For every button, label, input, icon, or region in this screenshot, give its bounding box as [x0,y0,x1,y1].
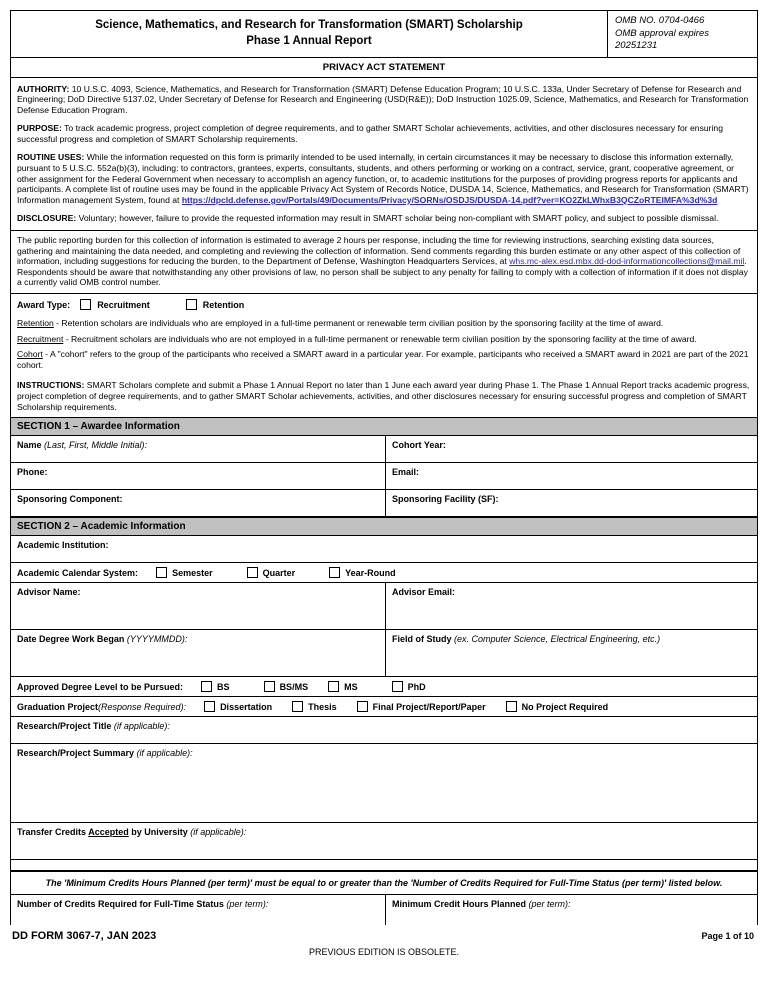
omb-info-block [607,11,757,57]
disclosure-text: Voluntary; however, failure to provide the requested information may result in SMART scholar being non-compliant with SMART policy, and subject to possible dismissal. [76,213,719,224]
cohort-definition-text: - A "cohort" refers to the group of the participants who received a SMART award in a particular year. For example, participants who received a SMART award in 2021 are part of the 2021 cohort. [17,349,749,370]
degree-bs-label: BS [217,681,230,692]
omb-expires-date: 20251231 [615,40,658,51]
row-academic-institution [11,536,757,563]
grad-no-project-option[interactable] [506,701,609,712]
burden-text-after-email: . Respondents should be aware that notwithstanding any other provisions of law, no person shall be subject to any penalty for failing to comply with a collection of information if it does not display a currently valid OMB control number. [17,256,748,288]
field-research-title[interactable] [11,717,757,743]
burden-email-link[interactable]: whs.mc-alex.esd.mbx.dd-dod-informationcollections@mail.mil [509,256,745,267]
purpose-text: To track academic progress, project completion of degree requirements, and to gather SMART Scholar achievements, activities, and other disclosures necessary for ensuring successful progress and completion of SMART Scholarship requirements. [17,123,723,144]
purpose-paragraph [17,117,751,146]
graduation-project-hint: (Response Required): [98,701,187,712]
field-academic-institution[interactable] [11,536,757,562]
definitions-block [11,313,757,374]
form-title-line2: Phase 1 Annual Report [246,35,372,47]
calendar-year-round-checkbox[interactable] [329,567,340,578]
row-advisor [11,583,757,630]
retention-definition [17,313,751,329]
grad-no-project-label: No Project Required [521,701,609,712]
degree-level-label: Approved Degree Level to be Pursued: [17,681,184,692]
row-phone-email [11,463,757,490]
field-name-hint: (Last, First, Middle Initial): [41,440,148,451]
field-advisor-email[interactable] [386,583,757,629]
row-degree-level [11,677,757,697]
field-sponsoring-component-label: Sponsoring Component: [17,494,123,505]
calendar-system-options [17,567,751,578]
grad-final-project-option[interactable] [357,701,486,712]
row-degree-start-field [11,630,757,677]
grad-thesis-checkbox[interactable] [292,701,303,712]
award-type-retention-checkbox[interactable] [186,299,197,310]
field-phone[interactable] [11,463,386,489]
degree-ms-checkbox[interactable] [328,681,339,692]
disclosure-paragraph [17,207,751,226]
field-cohort-year[interactable] [386,436,757,462]
recruitment-definition [17,329,751,345]
field-research-summary[interactable] [11,744,757,822]
calendar-semester-label: Semester [172,567,213,578]
calendar-system-label: Academic Calendar System: [17,567,139,578]
field-sponsoring-component[interactable] [11,490,386,516]
field-academic-institution-label: Academic Institution: [17,540,109,551]
row-component-facility [11,490,757,517]
field-credits-required-label: Number of Credits Required for Full-Time Status [17,899,224,910]
field-date-degree-began[interactable] [11,630,386,676]
grad-thesis-label: Thesis [308,701,337,712]
field-sponsoring-facility-label: Sponsoring Facility (SF): [392,494,499,505]
field-transfer-credits-label-accepted: Accepted [88,827,129,838]
authority-label: AUTHORITY: [17,83,70,94]
field-credits-required[interactable] [11,895,386,925]
omb-number: OMB NO. 0704-0466 [615,15,705,26]
row-graduation-project [11,697,757,717]
grad-no-project-checkbox[interactable] [506,701,517,712]
field-credits-planned[interactable] [386,895,757,925]
form-title-line1: Science, Mathematics, and Research for Transformation (SMART) Scholarship [95,19,523,31]
calendar-semester-option[interactable] [156,567,213,578]
field-name[interactable] [11,436,386,462]
field-degree-level [11,677,757,696]
section-2-header: SECTION 2 – Academic Information [11,517,757,536]
row-transfer-credits [11,823,757,860]
degree-level-options [17,681,751,692]
degree-phd-checkbox[interactable] [392,681,403,692]
field-email-label: Email: [392,467,420,478]
degree-ms-option[interactable] [328,681,358,692]
instructions-label: INSTRUCTIONS: [17,380,85,391]
award-type-row [11,294,757,313]
grad-dissertation-option[interactable] [204,701,272,712]
calendar-quarter-option[interactable] [247,567,296,578]
grad-final-project-checkbox[interactable] [357,701,368,712]
field-phone-label: Phone: [17,467,48,478]
graduation-project-label: Graduation Project [17,701,99,712]
field-graduation-project [11,697,757,716]
field-transfer-credits[interactable] [11,823,757,859]
form-footer [10,925,758,965]
burden-text-before-email: The public reporting burden for this collection of information is estimated to average 2 hours per response, including the time for reviewing instructions, searching existing data sources, gathering and maintaining the data needed, and completing and reviewing the collection of information. Send comments regarding this burden estimate or any other aspect of this collection of information, including suggestions for reducing the burden, to the Department of Defense, Washington Headquarters Services, at [17,235,741,267]
field-field-of-study-label: Field of Study [392,634,452,645]
field-advisor-name-label: Advisor Name: [17,587,81,598]
cohort-definition [17,344,751,370]
degree-phd-option[interactable] [392,681,426,692]
credits-note: The 'Minimum Credits Hours Planned (per term)' must be equal to or greater than the 'Number of Credits Required for Full-Time Status (per term)' listed below. [11,871,757,895]
burden-paragraph [17,234,751,289]
routine-uses-text: While the information requested on this form is primarily intended to be used internally, in certain circumstances it may be necessary to disclose this information externally, pursuant to 5 U.S.C. 552a(b)(3), including: to contractors, grantees, experts, consultants, students, and others performing or working on a contract, service, grant, cooperative agreement, or other assignment for the Federal Government when necessary to accomplish an agency function, or, to academic institutions for the purposes of providing progress reports for applicants and participants. A complete list of routine uses may be found in the applicable Privacy Act System of Records Notice, DUSDA 14, Science, Mathematics, and Research for Transformation (SMART) Information management System, found at [17,152,749,205]
disclosure-label: DISCLOSURE: [17,213,77,224]
previous-edition-notice: PREVIOUS EDITION IS OBSOLETE. [308,947,460,958]
row-research-summary [11,744,757,823]
recruitment-term: Recruitment [17,333,64,344]
field-advisor-name[interactable] [11,583,386,629]
row-calendar-system [11,563,757,583]
form-body [10,10,758,925]
field-research-summary-hint: (if applicable): [134,748,193,759]
grad-final-project-label: Final Project/Report/Paper [372,701,486,712]
field-email[interactable] [386,463,757,489]
field-credits-planned-label: Minimum Credit Hours Planned [392,899,527,910]
page-number: Page 1 of 10 [701,931,754,942]
privacy-act-body [11,78,757,227]
section-1-header: SECTION 1 – Awardee Information [11,417,757,436]
field-credits-planned-hint: (per term): [526,899,571,910]
field-advisor-email-label: Advisor Email: [392,587,456,598]
instructions-block [11,374,757,417]
degree-bsms-option[interactable] [264,681,309,692]
field-research-title-label: Research/Project Title [17,721,112,732]
field-transfer-credits-label-a: Transfer Credits [17,827,89,838]
field-field-of-study-hint: (ex. Computer Science, Electrical Engineering, etc.) [451,634,661,645]
degree-phd-label: PhD [407,681,426,692]
award-type-retention-label: Retention [202,299,245,310]
calendar-semester-checkbox[interactable] [156,567,167,578]
field-transfer-credits-label-c: by University [128,827,188,838]
retention-definition-text: - Retention scholars are individuals who are employed in a full-time permanent or renewable term civilian position by the sponsoring facility at the time of award. [53,318,664,328]
degree-bs-option[interactable] [201,681,230,692]
field-cohort-year-label: Cohort Year: [392,440,446,451]
field-research-summary-label: Research/Project Summary [17,748,135,759]
degree-ms-label: MS [344,681,358,692]
field-date-degree-began-hint: (YYYYMMDD): [124,634,188,645]
degree-bsms-checkbox[interactable] [264,681,275,692]
calendar-year-round-option[interactable] [329,567,396,578]
degree-bs-checkbox[interactable] [201,681,212,692]
instructions-paragraph [17,374,751,412]
field-sponsoring-facility[interactable] [386,490,757,516]
instructions-text: SMART Scholars complete and submit a Phase 1 Annual Report no later than 1 June each award year during Phase 1. The Phase 1 Annual Report tracks academic progress, project completion of degree requirements, and to gather SMART Scholar achievements, activities, and other disclosures necessary for ensuring successful progress and completion of SMART Scholarship requirements. [17,380,750,412]
grad-dissertation-label: Dissertation [220,701,273,712]
form-id: DD FORM 3067-7, JAN 2023 [12,930,157,943]
degree-bsms-label: BS/MS [279,681,309,692]
form-header [11,11,757,58]
recruitment-definition-text: - Recruitment scholars are individuals who are not employed in a full-time permanent or renewable term civilian position by the sponsoring facility at the time of award. [63,333,697,344]
award-type-recruitment-checkbox[interactable] [80,299,91,310]
row-name-cohort [11,436,757,463]
field-research-title-hint: (if applicable): [111,721,170,732]
calendar-year-round-label: Year-Round [345,567,396,578]
row-credits [11,895,757,925]
blank-spacer-row [11,860,757,871]
grad-thesis-option[interactable] [292,701,337,712]
field-field-of-study[interactable] [386,630,757,676]
cohort-term: Cohort [17,349,43,360]
graduation-project-options [17,701,751,712]
routine-uses-label: ROUTINE USES: [17,152,85,163]
sorn-link[interactable]: https://dpcld.defense.gov/Portals/49/Documents/Privacy/SORNs/OSDJS/DUSDA-14.pdf?ver=KO2ZkLWhxB3QCZoRTEIMFA%3d%3d [181,194,718,205]
public-burden-statement [11,230,757,294]
field-name-label: Name [17,440,42,451]
privacy-act-statement-heading: PRIVACY ACT STATEMENT [11,58,757,78]
field-credits-required-hint: (per term): [223,899,269,910]
row-research-title [11,717,757,744]
calendar-quarter-label: Quarter [262,567,296,578]
grad-dissertation-checkbox[interactable] [204,701,215,712]
routine-uses-paragraph [17,146,751,207]
omb-expires-label: OMB approval expires [615,27,709,39]
retention-term: Retention [17,318,54,328]
calendar-quarter-checkbox[interactable] [247,567,258,578]
field-date-degree-began-label: Date Degree Work Began [17,634,125,645]
authority-text: 10 U.S.C. 4093, Science, Mathematics, and Research for Transformation (SMART) Defense Education Program; 10 U.S.C. 133a, Under Secretary of Defense for Research and Engineering; DoD Directive 5137.02, Under Secretary of Defense for Research and Engineering (USD(R&E)); DoD Instruction 1025.09, Science, Mathematics, and Research for Transformation Defense Education Program. [17,83,749,115]
authority-paragraph [17,78,751,118]
purpose-label: PURPOSE: [17,123,62,134]
form-title [11,11,607,57]
award-type-recruitment-label: Recruitment [97,299,150,310]
award-type-label: Award Type: [17,299,71,310]
field-transfer-credits-hint: (if applicable): [187,827,247,838]
field-calendar-system [11,563,757,582]
